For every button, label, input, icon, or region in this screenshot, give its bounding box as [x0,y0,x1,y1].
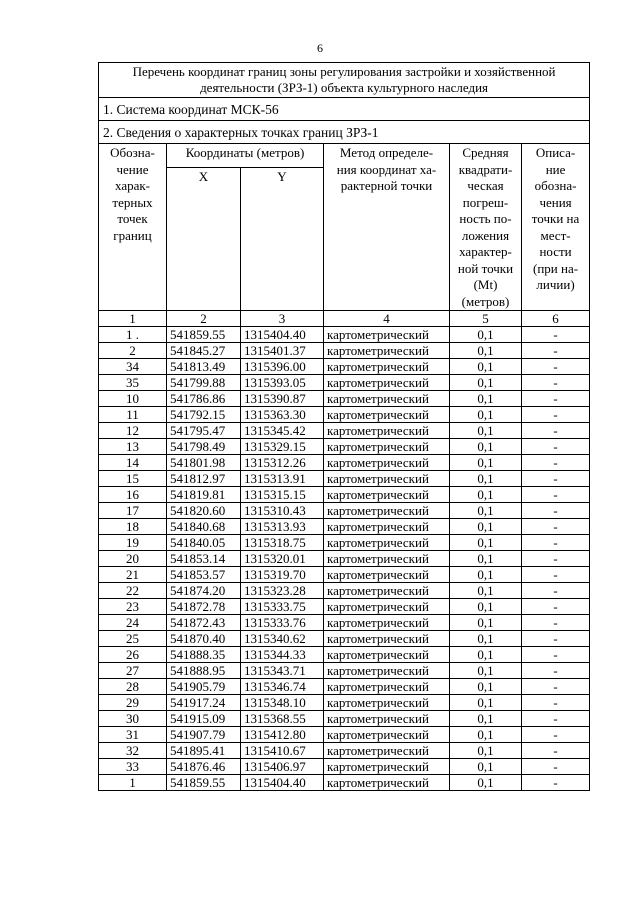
table-row [99,695,590,711]
description-cell: - [522,391,590,407]
coord-y-cell: 1315393.05 [241,375,324,391]
method-cell: картометрический [324,423,450,439]
header-y: Y [241,168,324,311]
coord-y-cell: 1315344.33 [241,647,324,663]
table-row [99,535,590,551]
method-cell: картометрический [324,743,450,759]
description-cell: - [522,647,590,663]
coord-y-cell: 1315401.37 [241,343,324,359]
method-cell: картометрический [324,775,450,791]
coord-x-cell: 541792.15 [167,407,241,423]
method-cell: картометрический [324,519,450,535]
description-cell: - [522,455,590,471]
title-row [99,63,590,98]
coord-y-cell: 1315368.55 [241,711,324,727]
method-cell: картометрический [324,503,450,519]
error-cell: 0,1 [450,679,522,695]
coord-x-cell: 541870.40 [167,631,241,647]
coord-x-cell: 541872.43 [167,615,241,631]
table-row [99,327,590,343]
error-cell: 0,1 [450,759,522,775]
description-cell: - [522,599,590,615]
coord-x-cell: 541907.79 [167,727,241,743]
description-cell: - [522,567,590,583]
error-cell: 0,1 [450,407,522,423]
description-cell: - [522,423,590,439]
method-cell: картометрический [324,455,450,471]
coord-x-cell: 541895.41 [167,743,241,759]
error-cell: 0,1 [450,455,522,471]
coord-x-cell: 541813.49 [167,359,241,375]
method-cell: картометрический [324,407,450,423]
method-cell: картометрический [324,343,450,359]
method-cell: картометрический [324,327,450,343]
table-row [99,391,590,407]
coord-x-cell: 541915.09 [167,711,241,727]
table-body [99,63,590,791]
error-cell: 0,1 [450,471,522,487]
description-cell: - [522,439,590,455]
coord-y-cell: 1315315.15 [241,487,324,503]
error-cell: 0,1 [450,567,522,583]
coord-y-cell: 1315406.97 [241,759,324,775]
error-cell: 0,1 [450,391,522,407]
method-cell: картометрический [324,679,450,695]
description-cell: - [522,487,590,503]
coordinate-system-heading: 1. Система координат МСК-56 [99,98,590,121]
point-id-cell: 18 [99,519,167,535]
table-row [99,487,590,503]
description-cell: - [522,615,590,631]
error-cell: 0,1 [450,535,522,551]
section-row [99,121,590,144]
coord-x-cell: 541876.46 [167,759,241,775]
coord-y-cell: 1315348.10 [241,695,324,711]
coord-x-cell: 541853.57 [167,567,241,583]
description-cell: - [522,583,590,599]
point-id-cell: 15 [99,471,167,487]
method-cell: картометрический [324,615,450,631]
coord-y-cell: 1315313.93 [241,519,324,535]
point-id-cell: 23 [99,599,167,615]
point-id-cell: 32 [99,743,167,759]
header-coordinates: Координаты (метров) [167,144,324,168]
error-cell: 0,1 [450,519,522,535]
coord-x-cell: 541840.05 [167,535,241,551]
description-cell: - [522,695,590,711]
table-row [99,439,590,455]
coord-x-cell: 541905.79 [167,679,241,695]
coord-y-cell: 1315346.74 [241,679,324,695]
method-cell: картометрический [324,647,450,663]
error-cell: 0,1 [450,615,522,631]
coord-y-cell: 1315329.15 [241,439,324,455]
table-row [99,759,590,775]
coord-x-cell: 541798.49 [167,439,241,455]
header-designation: Обозна- чение харак- терных точек границ [99,144,167,311]
coord-y-cell: 1315333.76 [241,615,324,631]
method-cell: картометрический [324,727,450,743]
coord-y-cell: 1315312.26 [241,455,324,471]
description-cell: - [522,711,590,727]
point-id-cell: 2 [99,343,167,359]
method-cell: картометрический [324,663,450,679]
point-id-cell: 12 [99,423,167,439]
description-cell: - [522,743,590,759]
method-cell: картометрический [324,439,450,455]
header-method: Метод определе- ния координат ха- рактерной точки [324,144,450,311]
error-cell: 0,1 [450,599,522,615]
point-id-cell: 21 [99,567,167,583]
coord-y-cell: 1315333.75 [241,599,324,615]
coord-y-cell: 1315340.62 [241,631,324,647]
point-id-cell: 14 [99,455,167,471]
table-row [99,471,590,487]
table-row [99,663,590,679]
coord-y-cell: 1315404.40 [241,775,324,791]
coord-x-cell: 541845.27 [167,343,241,359]
method-cell: картометрический [324,471,450,487]
description-cell: - [522,663,590,679]
description-cell: - [522,727,590,743]
coord-x-cell: 541917.24 [167,695,241,711]
error-cell: 0,1 [450,487,522,503]
point-id-cell: 25 [99,631,167,647]
coord-y-cell: 1315410.67 [241,743,324,759]
coord-y-cell: 1315319.70 [241,567,324,583]
table-row [99,343,590,359]
table-row [99,359,590,375]
description-cell: - [522,327,590,343]
description-cell: - [522,679,590,695]
description-cell: - [522,631,590,647]
coord-x-cell: 541801.98 [167,455,241,471]
error-cell: 0,1 [450,727,522,743]
table-row [99,567,590,583]
coord-y-cell: 1315412.80 [241,727,324,743]
coord-x-cell: 541853.14 [167,551,241,567]
description-cell: - [522,375,590,391]
coord-x-cell: 541872.78 [167,599,241,615]
method-cell: картометрический [324,535,450,551]
coord-y-cell: 1315318.75 [241,535,324,551]
table-row [99,455,590,471]
error-cell: 0,1 [450,423,522,439]
coordinates-table [98,62,590,791]
coord-y-cell: 1315323.28 [241,583,324,599]
column-number: 3 [241,311,324,327]
coord-x-cell: 541795.47 [167,423,241,439]
table-row [99,743,590,759]
coord-y-cell: 1315390.87 [241,391,324,407]
error-cell: 0,1 [450,663,522,679]
table-row [99,679,590,695]
point-id-cell: 19 [99,535,167,551]
coord-y-cell: 1315345.42 [241,423,324,439]
description-cell: - [522,759,590,775]
method-cell: картометрический [324,359,450,375]
description-cell: - [522,359,590,375]
error-cell: 0,1 [450,503,522,519]
description-cell: - [522,343,590,359]
header-description: Описа- ние обозна- чения точки на мест- ности (при на- личии) [522,144,590,311]
coord-y-cell: 1315313.91 [241,471,324,487]
error-cell: 0,1 [450,583,522,599]
description-cell: - [522,503,590,519]
description-cell: - [522,775,590,791]
table-row [99,775,590,791]
coord-x-cell: 541799.88 [167,375,241,391]
table-row [99,711,590,727]
coord-x-cell: 541859.55 [167,775,241,791]
header-x: X [167,168,241,311]
column-number: 4 [324,311,450,327]
point-id-cell: 10 [99,391,167,407]
method-cell: картометрический [324,583,450,599]
coord-x-cell: 541888.95 [167,663,241,679]
point-id-cell: 17 [99,503,167,519]
error-cell: 0,1 [450,743,522,759]
points-info-heading: 2. Сведения о характерных точках границ ЗРЗ-1 [99,121,590,144]
error-cell: 0,1 [450,327,522,343]
table-row [99,727,590,743]
error-cell: 0,1 [450,551,522,567]
point-id-cell: 20 [99,551,167,567]
section-row [99,98,590,121]
error-cell: 0,1 [450,775,522,791]
coord-y-cell: 1315320.01 [241,551,324,567]
error-cell: 0,1 [450,343,522,359]
point-id-cell: 30 [99,711,167,727]
table-row [99,647,590,663]
header-error: Средняя квадрати- ческая погреш- ность по- ложения характер- ной точки (Mt) (метров) [450,144,522,311]
coord-x-cell: 541819.81 [167,487,241,503]
coord-y-cell: 1315343.71 [241,663,324,679]
coord-x-cell: 541812.97 [167,471,241,487]
table-row [99,631,590,647]
description-cell: - [522,407,590,423]
coord-x-cell: 541820.60 [167,503,241,519]
error-cell: 0,1 [450,647,522,663]
point-id-cell: 35 [99,375,167,391]
column-number: 1 [99,311,167,327]
point-id-cell: 11 [99,407,167,423]
point-id-cell: 31 [99,727,167,743]
table-row [99,615,590,631]
point-id-cell: 13 [99,439,167,455]
description-cell: - [522,471,590,487]
table-row [99,551,590,567]
table-row [99,375,590,391]
table-row [99,423,590,439]
point-id-cell: 26 [99,647,167,663]
point-id-cell: 29 [99,695,167,711]
point-id-cell: 28 [99,679,167,695]
coord-y-cell: 1315363.30 [241,407,324,423]
method-cell: картометрический [324,631,450,647]
method-cell: картометрический [324,695,450,711]
error-cell: 0,1 [450,695,522,711]
coord-x-cell: 541786.86 [167,391,241,407]
error-cell: 0,1 [450,375,522,391]
table-title: Перечень координат границ зоны регулирования застройки и хозяйственной деятельности (ЗРЗ-1) объекта культурного наследия [99,63,590,98]
table-row [99,503,590,519]
point-id-cell: 34 [99,359,167,375]
point-id-cell: 27 [99,663,167,679]
point-id-cell: 16 [99,487,167,503]
coord-y-cell: 1315396.00 [241,359,324,375]
method-cell: картометрический [324,711,450,727]
coord-x-cell: 541840.68 [167,519,241,535]
column-number: 5 [450,311,522,327]
description-cell: - [522,535,590,551]
method-cell: картометрический [324,551,450,567]
method-cell: картометрический [324,487,450,503]
column-number-row [99,311,590,327]
method-cell: картометрический [324,567,450,583]
coord-x-cell: 541874.20 [167,583,241,599]
column-number: 6 [522,311,590,327]
table-row [99,599,590,615]
method-cell: картометрический [324,599,450,615]
coord-x-cell: 541888.35 [167,647,241,663]
table-row [99,583,590,599]
coord-y-cell: 1315404.40 [241,327,324,343]
method-cell: картометрический [324,375,450,391]
point-id-cell: 1 [99,775,167,791]
column-number: 2 [167,311,241,327]
point-id-cell: 33 [99,759,167,775]
error-cell: 0,1 [450,711,522,727]
method-cell: картометрический [324,391,450,407]
description-cell: - [522,519,590,535]
point-id-cell: 22 [99,583,167,599]
coord-y-cell: 1315310.43 [241,503,324,519]
point-id-cell: 24 [99,615,167,631]
error-cell: 0,1 [450,439,522,455]
coord-x-cell: 541859.55 [167,327,241,343]
error-cell: 0,1 [450,631,522,647]
description-cell: - [522,551,590,567]
error-cell: 0,1 [450,359,522,375]
table-row [99,519,590,535]
page-number: 6 [317,41,323,55]
header-row [99,144,590,168]
table-row [99,407,590,423]
point-id-cell: 1 . [99,327,167,343]
method-cell: картометрический [324,759,450,775]
